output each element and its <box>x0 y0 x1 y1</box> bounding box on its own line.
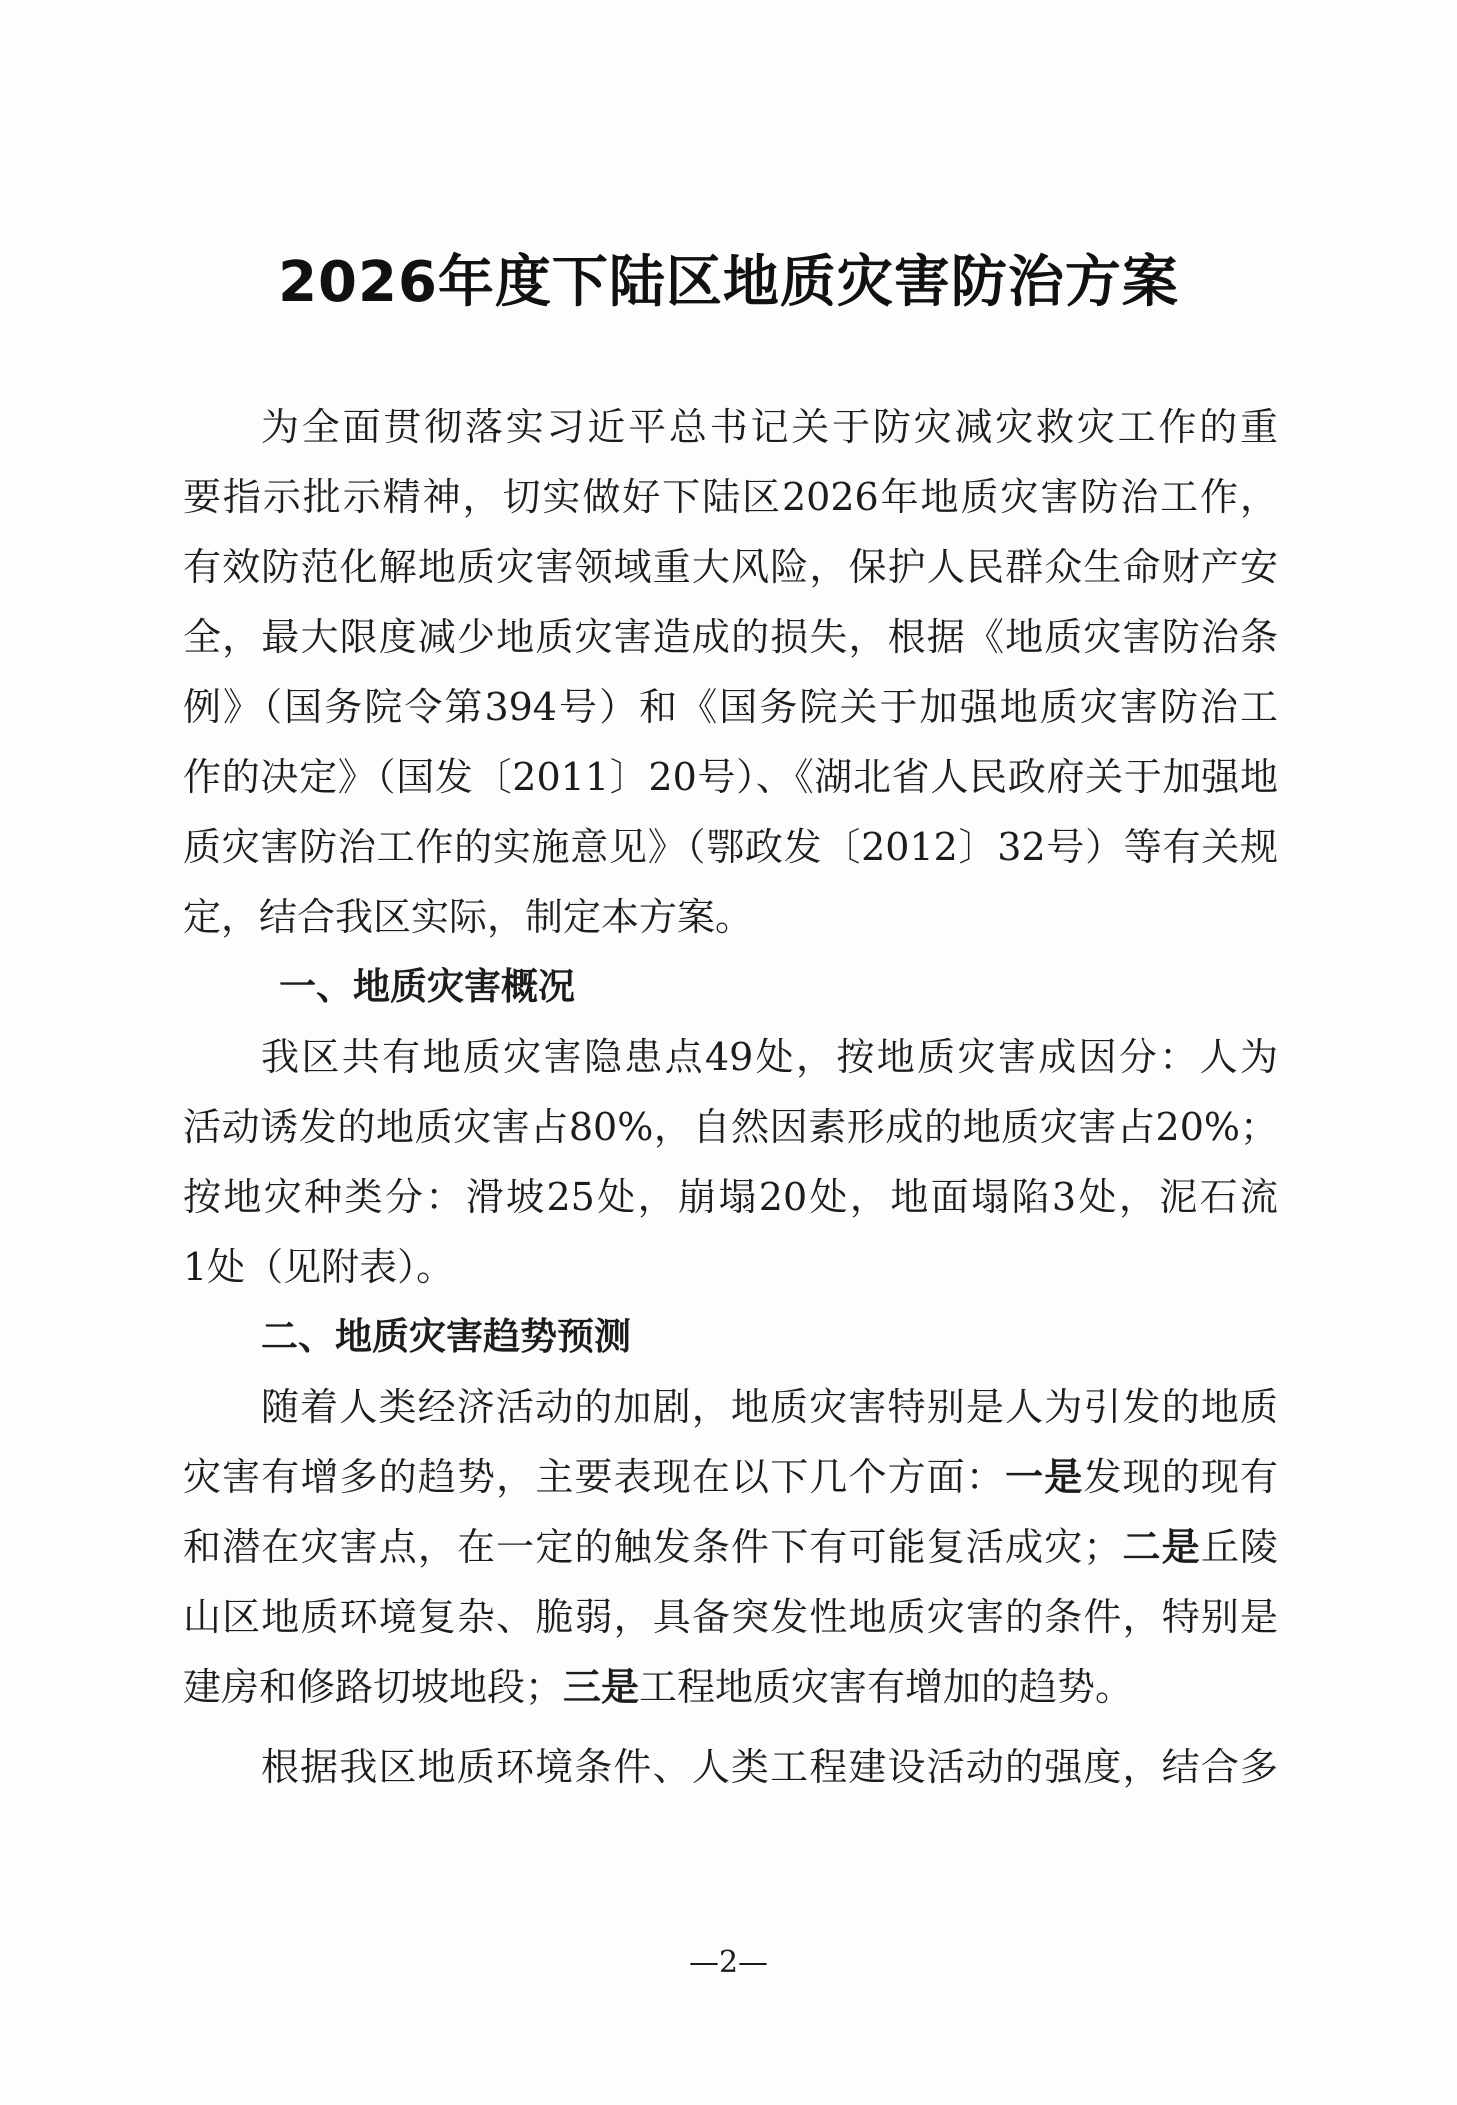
document-body <box>183 392 1278 1802</box>
section-2-line-2 <box>183 1442 1278 1512</box>
section-2-line-2-text-a: 灾害有增多的趋势，主要表现在以下几个方面： <box>183 1455 1006 1499</box>
section-2-line-5-text-b: 工程地质灾害有增加的趋势。 <box>639 1665 1134 1709</box>
section-2-line-2-text-b: 发现的现有 <box>1083 1455 1278 1499</box>
intro-line-3: 有效防范化解地质灾害领域重大风险，保护人民群众生命财产安 <box>183 545 1278 589</box>
paragraph-gap <box>183 1722 1278 1732</box>
section-2-line-3 <box>183 1512 1278 1582</box>
page-number: —2— <box>688 1945 769 1980</box>
section-2-line-3-text-a: 和潜在灾害点，在一定的触发条件下有可能复活成灾； <box>183 1525 1122 1569</box>
emphasis-third: 三是 <box>563 1665 640 1709</box>
section-1-line-4: 1处（见附表）。 <box>183 1245 455 1289</box>
intro-line-1: 为全面贯彻落实习近平总书记关于防灾减灾救灾工作的重 <box>261 405 1278 449</box>
section-1-heading: 一、地质灾害概况 <box>279 965 575 1008</box>
intro-line-7: 质灾害防治工作的实施意见》（鄂政发〔2012〕32号）等有关规 <box>183 825 1278 869</box>
document-title: 2026年度下陆区地质灾害防治方案 <box>278 250 1179 315</box>
emphasis-second: 二是 <box>1121 1525 1201 1569</box>
section-2-line-1: 随着人类经济活动的加剧，地质灾害特别是人为引发的地质 <box>261 1385 1278 1429</box>
section-1-line-1: 我区共有地质灾害隐患点49处，按地质灾害成因分：人为 <box>261 1035 1278 1079</box>
intro-line-8: 定，结合我区实际，制定本方案。 <box>183 895 754 939</box>
intro-line-5: 例》（国务院令第394号）和《国务院关于加强地质灾害防治工 <box>183 685 1278 729</box>
intro-line-2: 要指示批示精神，切实做好下陆区2026年地质灾害防治工作， <box>183 475 1278 519</box>
section-1-line-2: 活动诱发的地质灾害占80%，自然因素形成的地质灾害占20%； <box>183 1105 1278 1149</box>
section-2-line-4: 山区地质环境复杂、脆弱，具备突发性地质灾害的条件，特别是 <box>183 1595 1278 1639</box>
emphasis-first: 一是 <box>1005 1455 1084 1499</box>
intro-line-4: 全，最大限度减少地质灾害造成的损失，根据《地质灾害防治条 <box>183 615 1278 659</box>
section-2-line-5 <box>183 1652 1278 1722</box>
intro-line-6: 作的决定》（国发〔2011〕20号）、《湖北省人民政府关于加强地 <box>183 755 1278 799</box>
section-2-heading: 二、地质灾害趋势预测 <box>261 1315 631 1358</box>
section-2-line-5-text-a: 建房和修路切坡地段； <box>183 1665 564 1709</box>
section-2-line-6: 根据我区地质环境条件、人类工程建设活动的强度，结合多 <box>261 1745 1278 1789</box>
section-2-line-3-text-b: 丘陵 <box>1200 1525 1278 1569</box>
section-1-line-3: 按地灾种类分：滑坡25处，崩塌20处，地面塌陷3处，泥石流 <box>183 1175 1278 1219</box>
